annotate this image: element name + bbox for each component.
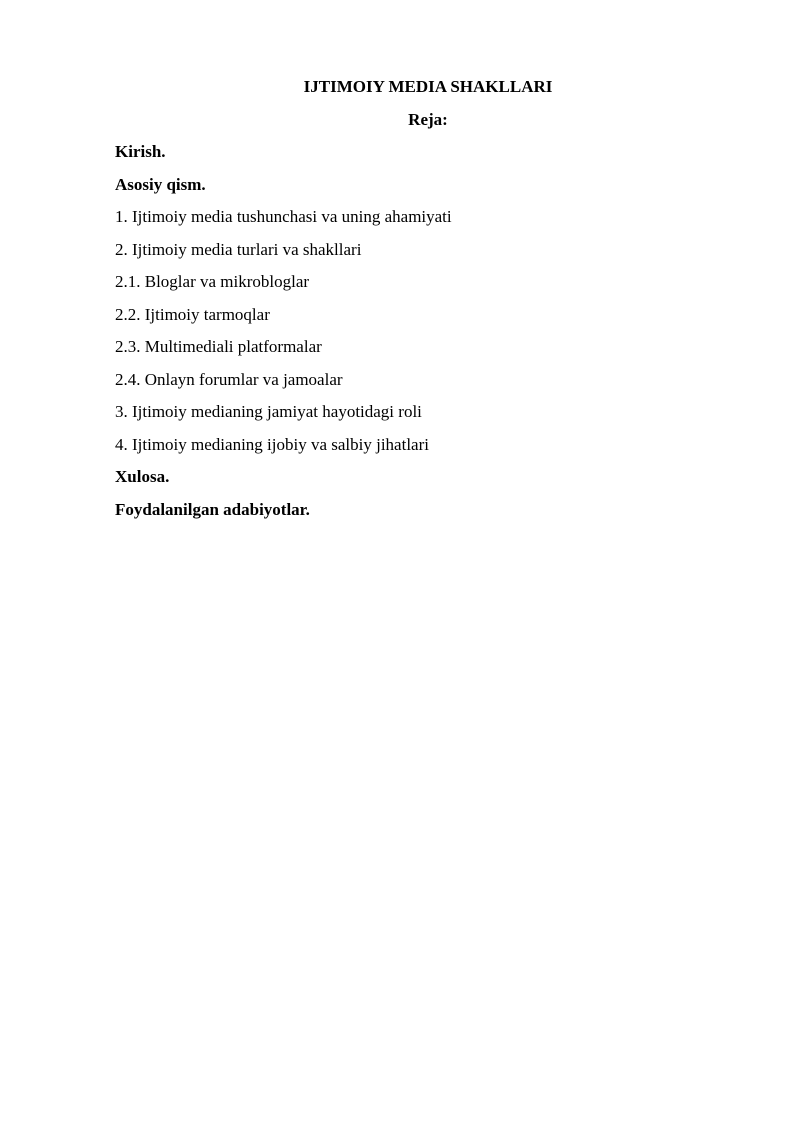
outline-item-2-2: 2.2. Ijtimoiy tarmoqlar [115,304,270,324]
outline-item-2-1: 2.1. Bloglar va mikrobloglar [115,272,310,291]
outline-item-2: 2. Ijtimoiy media turlari va shakllari [115,239,362,259]
plan-outline [115,141,735,531]
outline-item-1: 1. Ijtimoiy media tushunchasi va uning ahamiyati [115,207,452,226]
outline-item-introduction: Kirish. [115,142,166,161]
outline-item-references: Foydalanilgan adabiyotlar. [115,499,310,519]
outline-item-3: 3. Ijtimoiy medianing jamiyat hayotidagi roli [115,402,422,421]
outline-item-4: 4. Ijtimoiy medianing ijobiy va salbiy jihatlari [115,434,429,454]
outline-item-conclusion: Xulosa. [115,467,170,486]
outline-item-2-3: 2.3. Multimediali platformalar [115,337,322,356]
outline-item-2-4: 2.4. Onlayn forumlar va jamoalar [115,369,343,389]
plan-heading: Reja: [408,110,448,129]
document-title: IJTIMOIY MEDIA SHAKLLARI [303,77,553,96]
outline-item-main-part: Asosiy qism. [115,174,206,194]
